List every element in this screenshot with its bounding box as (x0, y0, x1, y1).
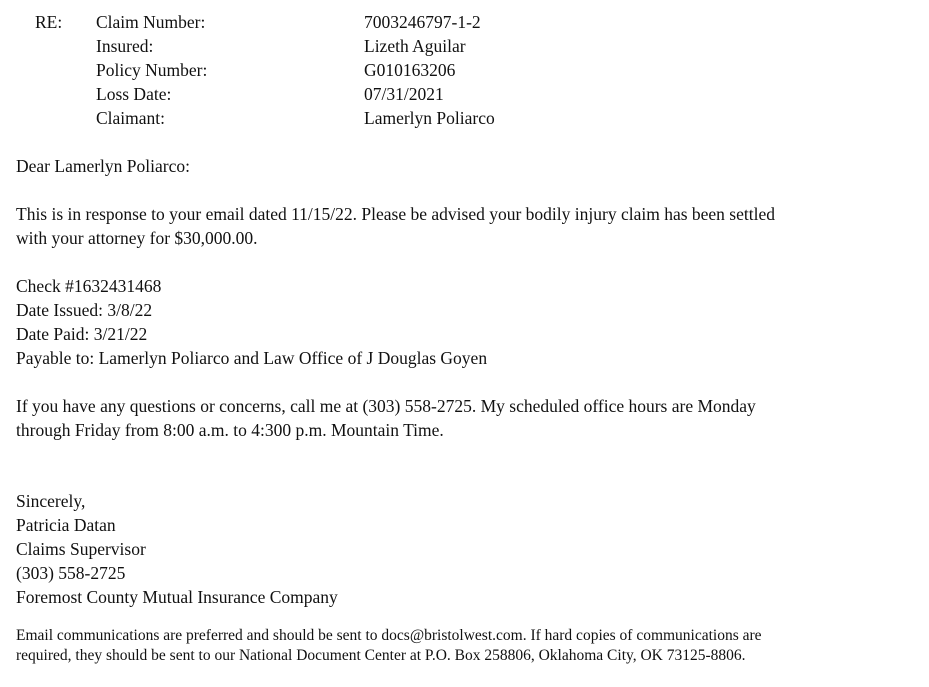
claim-number-label: Claim Number: (96, 12, 206, 32)
signature-closing: Sincerely, (16, 491, 86, 511)
signature-phone: (303) 558-2725 (16, 563, 126, 583)
re-label: RE: (35, 12, 63, 32)
footer-line: Email communications are preferred and should be sent to docs@bristolwest.com. If hard copies of communications are (16, 627, 762, 644)
check-date-paid: Date Paid: 3/21/22 (16, 324, 148, 344)
body-line: with your attorney for $30,000.00. (16, 228, 258, 248)
check-payable-to: Payable to: Lamerlyn Poliarco and Law Office of J Douglas Goyen (16, 348, 488, 368)
body-line: This is in response to your email dated 11/15/22. Please be advised your bodily injury claim has been settled (16, 204, 775, 224)
claimant-value: Lamerlyn Poliarco (364, 108, 495, 128)
loss-date-value: 07/31/2021 (364, 84, 444, 104)
check-date-issued: Date Issued: 3/8/22 (16, 300, 153, 320)
letter-greeting: Dear Lamerlyn Poliarco: (16, 156, 190, 176)
check-number: Check #1632431468 (16, 276, 162, 296)
insured-label: Insured: (96, 36, 154, 56)
claimant-label: Claimant: (96, 108, 166, 128)
questions-line: through Friday from 8:00 a.m. to 4:300 p.m. Mountain Time. (16, 420, 444, 440)
policy-number-label: Policy Number: (96, 60, 208, 80)
insured-value: Lizeth Aguilar (364, 36, 466, 56)
signature-title: Claims Supervisor (16, 539, 146, 559)
questions-paragraph (16, 394, 756, 442)
loss-date-label: Loss Date: (96, 84, 172, 104)
policy-number-value: G010163206 (364, 60, 456, 80)
footer-line: required, they should be sent to our National Document Center at P.O. Box 258806, Oklahoma City, OK 73125-8806. (16, 647, 746, 664)
signature-company: Foremost County Mutual Insurance Company (16, 587, 338, 607)
questions-line: If you have any questions or concerns, call me at (303) 558-2725. My scheduled office hours are Monday (16, 396, 756, 416)
signature-name: Patricia Datan (16, 515, 116, 535)
body-paragraph (16, 202, 775, 250)
footer-note (16, 626, 762, 666)
claim-number-value: 7003246797-1-2 (364, 12, 481, 32)
